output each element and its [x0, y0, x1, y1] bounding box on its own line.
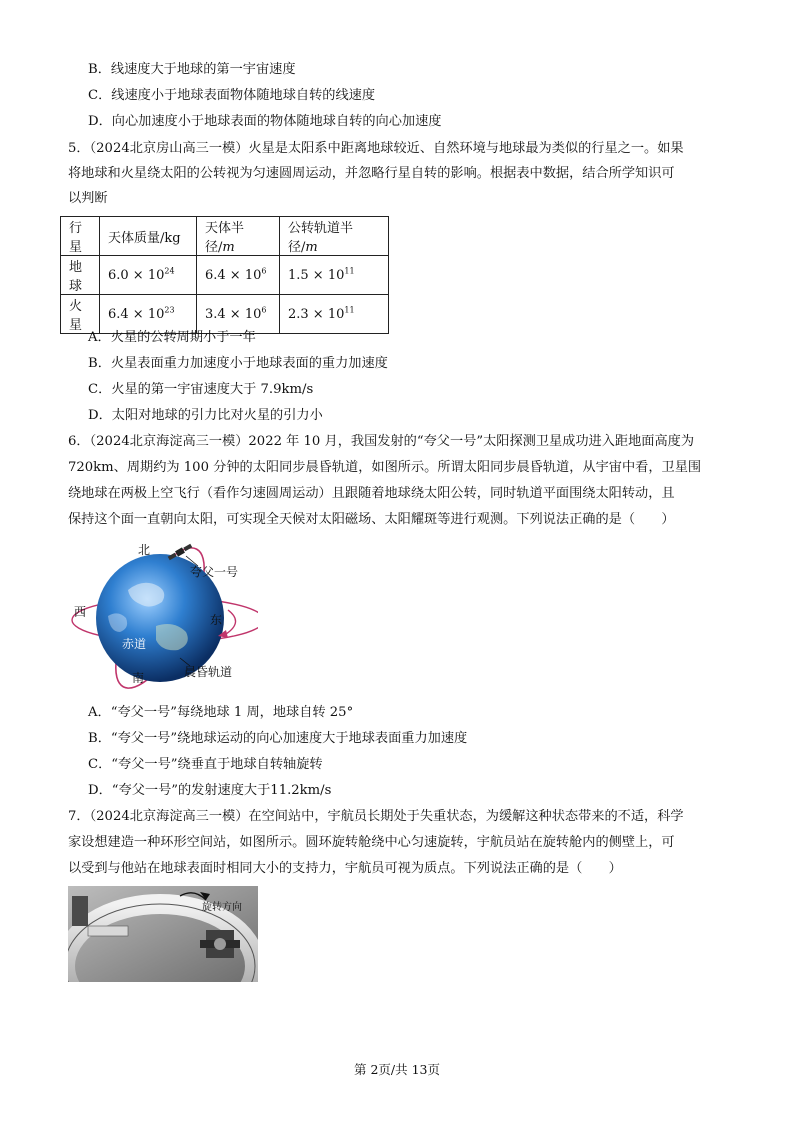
q6-option-a: A．“夸父一号”每绕地球 1 周，地球自转 25°	[88, 705, 354, 720]
q5-stem-line3: 以判断	[68, 191, 108, 206]
label-south: 南	[132, 671, 145, 685]
q7-stem-line2: 家设想建造一种环形空间站，如图所示。圆环旋转舱绕中心匀速旋转，宇航员站在旋转舱内的侧壁上，可	[68, 835, 675, 850]
page-footer: 第 2页/共 13页	[353, 1062, 441, 1077]
station-spoke	[88, 926, 128, 936]
station-dock	[200, 930, 240, 958]
q5-option-c: C．火星的第一宇宙速度大于 7.9km/s	[88, 382, 314, 397]
table-header-cell: 天体质量/kg	[100, 217, 197, 256]
station-module	[72, 896, 88, 926]
q4-option-d: D．向心加速度小于地球表面的物体随地球自转的向心加速度	[88, 114, 442, 129]
table-cell: $3.4 \times 10^6$	[197, 295, 280, 334]
label-rotation-direction: 旋转方向	[202, 902, 242, 913]
table-cell: $6.0 \times 10^{24}$	[100, 256, 197, 295]
table-cell: $1.5 \times 10^{11}$	[280, 256, 389, 295]
label-orbit: 晨昏轨道	[184, 665, 233, 679]
label-north: 北	[138, 543, 151, 557]
q5-option-a: A．火星的公转周期小于一年	[88, 330, 256, 345]
q6-stem-line3: 绕地球在两极上空飞行（看作匀速圆周运动）且跟随着地球绕太阳公转，同时轨道平面围绕太阳转动，且	[68, 486, 675, 501]
table-cell: $2.3 \times 10^{11}$	[280, 295, 389, 334]
q4-option-b: B．线速度大于地球的第一宇宙速度	[88, 62, 296, 77]
planet-data-table	[60, 216, 389, 334]
q6-option-d: D．“夸父一号”的发射速度大于11.2km/s	[88, 783, 332, 798]
q5-option-d: D．太阳对地球的引力比对火星的引力小	[88, 408, 323, 423]
table-row	[61, 256, 389, 295]
q5-stem-line2: 将地球和火星绕太阳的公转视为匀速圆周运动，并忽略行星自转的影响。根据表中数据，结合所学知识可	[68, 166, 675, 181]
table-cell: 地球	[61, 256, 100, 295]
q6-option-b: B．“夸父一号”绕地球运动的向心加速度大于地球表面重力加速度	[88, 731, 468, 746]
table-header-row	[61, 217, 389, 256]
q5-stem-line1: 5．（2024北京房山高三一模）火星是太阳系中距离地球较近、自然环境与地球最为类似的行星之一。如果	[68, 141, 684, 156]
table-header-cell: 天体半径/m	[197, 217, 280, 256]
q6-option-c: C．“夸父一号”绕垂直于地球自转轴旋转	[88, 757, 323, 772]
table-row	[61, 295, 389, 334]
q4-option-c: C．线速度小于地球表面物体随地球自转的线速度	[88, 88, 376, 103]
label-west: 西	[74, 605, 87, 619]
q7-stem-line1: 7．（2024北京海淀高三一模）在空间站中，宇航员长期处于失重状态，为缓解这种状态带来的不适，科学	[68, 809, 684, 824]
q5-option-b: B．火星表面重力加速度小于地球表面的重力加速度	[88, 356, 388, 371]
table-header-cell: 行星	[61, 217, 100, 256]
q6-stem-line4: 保持这个面一直朝向太阳，可实现全天候对太阳磁场、太阳耀斑等进行观测。下列说法正确的是（ ）	[68, 512, 675, 527]
space-station-figure	[68, 886, 258, 982]
label-east: 东	[210, 613, 223, 627]
label-equator: 赤道	[122, 637, 147, 651]
earth-orbit-figure	[68, 538, 258, 698]
q6-stem-line2: 720km、周期约为 100 分钟的太阳同步晨昏轨道，如图所示。所谓太阳同步晨昏轨道，从宇宙中看，卫星围	[68, 460, 702, 475]
label-satellite: 夸父一号	[190, 565, 239, 579]
q7-stem-line3: 以受到与他站在地球表面时相同大小的支持力，宇航员可视为质点。下列说法正确的是（ ）	[68, 861, 622, 876]
table-cell: $6.4 \times 10^6$	[197, 256, 280, 295]
q6-stem-line1: 6．（2024北京海淀高三一模）2022 年 10 月，我国发射的“夸父一号”太阳探测卫星成功进入距地面高度为	[68, 434, 695, 449]
table-cell: $6.4 \times 10^{23}$	[100, 295, 197, 334]
table-header-cell: 公转轨道半径/m	[280, 217, 389, 256]
table-cell: 火星	[61, 295, 100, 334]
